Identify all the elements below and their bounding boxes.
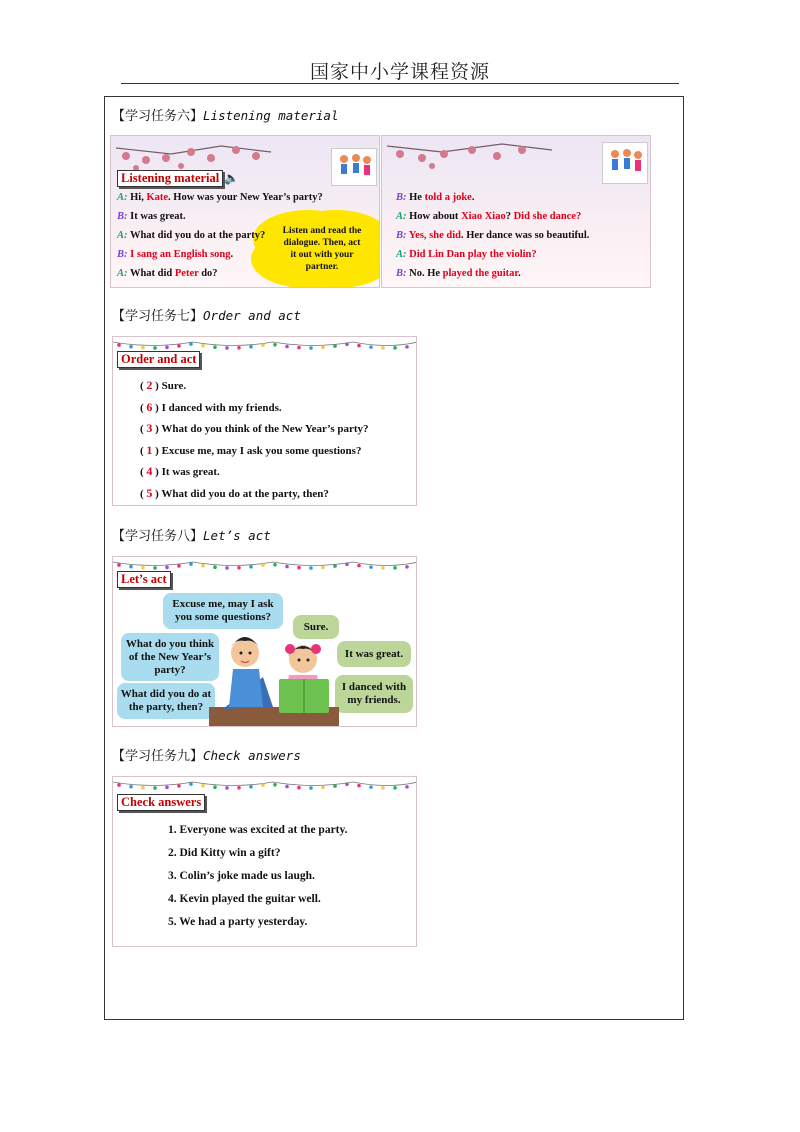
dialogue-text: What did [129,268,175,279]
light-bulb [297,346,301,350]
light-bulb [261,343,265,347]
light-bulb [321,786,325,790]
light-bulb [273,783,277,787]
dialogue-line [396,211,581,222]
dialogue-text: . [518,268,521,279]
dialogue-line [117,192,323,203]
light-bulb [201,344,205,348]
check-answer-item: 5. We had a party yesterday. [168,916,308,928]
light-bulb [261,563,265,567]
dialogue-line [117,211,186,222]
light-bulb [369,785,373,789]
dialogue-text: played the guitar [442,268,519,279]
light-bulb [165,346,169,350]
dialogue-text: ? [505,211,514,222]
check-answer-item: 3. Colin’s joke made us laugh. [168,870,315,882]
speaker-icon[interactable]: 🔈 [224,171,239,185]
listening-slide-left [110,135,380,288]
dialogue-text: He [409,192,425,203]
light-bulb [189,562,193,566]
string-lights-decoration [113,777,417,791]
light-bulb [333,344,337,348]
bubble-what-do-you-think: What do you think of the New Year’s party? [121,633,219,681]
light-bulb [333,564,337,568]
order-and-act-tag: Order and act [117,351,200,368]
cloud-line: dialogue. Then, act [283,238,361,248]
light-bulb [165,566,169,570]
dialogue-line [396,192,474,203]
order-number: 6 [146,399,153,414]
light-bulb [357,564,361,568]
kids-picture [602,142,648,184]
light-bulb [177,344,181,348]
order-item: ( 3 ) What do you think of the New Year’s party? [140,421,369,435]
task6-subtitle: Listening material [203,108,339,123]
light-bulb [345,342,349,346]
lets-act-tag: Let’s act [117,571,171,588]
order-item: ( 1 ) Excuse me, may I ask you some questions? [140,442,362,457]
order-number: 5 [146,485,153,500]
speaker-label: B: [117,211,128,222]
light-bulb [345,782,349,786]
task9-heading [112,745,301,764]
speaker-label: A: [396,249,407,260]
light-bulb [189,782,193,786]
light-bulb [237,566,241,570]
light-bulb [117,563,121,567]
check-answer-item: 4. Kevin played the guitar well. [168,893,321,905]
header-rule [121,83,679,84]
light-bulb [405,345,409,349]
light-bulb [285,565,289,569]
light-bulb [177,564,181,568]
speaker-label: B: [396,230,407,241]
task8-heading [112,525,271,544]
light-bulb [141,346,145,350]
dialogue-text: told a joke [424,192,472,203]
light-bulb [201,784,205,788]
light-bulb [357,784,361,788]
light-bulb [249,785,253,789]
order-text: It was great. [161,466,220,478]
light-bulb [309,346,313,350]
light-bulb [213,785,217,789]
string-lights-decoration [113,557,417,571]
light-bulb [213,345,217,349]
light-bulb [405,565,409,569]
light-bulb [297,566,301,570]
dialogue-line [396,268,521,279]
dialogue-text: Hi, [130,192,147,203]
order-number: 1 [146,442,153,457]
light-bulb [321,566,325,570]
dialogue-line [117,268,218,279]
bubble-sure: Sure. [293,615,339,639]
light-bulb [249,345,253,349]
light-bulb [381,346,385,350]
light-bulb [345,562,349,566]
order-text: Sure. [161,380,187,392]
order-item: ( 4 ) It was great. [140,464,220,478]
bubble-i-danced: I danced with my friends. [335,675,413,713]
dialogue-text: Yes, she did [408,230,461,241]
dialogue-text: It was great. [130,211,186,222]
speaker-label: B: [396,268,407,279]
page-header-title: 国家中小学课程资源 [309,61,490,83]
order-item: ( 5 ) What did you do at the party, then? [140,485,329,500]
dialogue-text: do? [198,268,218,279]
speaker-label: A: [117,230,128,241]
order-text: I danced with my friends. [161,401,282,414]
dialogue-text: What did you do at the party? [129,230,266,241]
kids-picture [331,148,377,186]
check-answer-item: 2. Did Kitty win a gift? [168,847,281,859]
dialogue-text: . Her dance was so beautiful. [460,230,590,241]
light-bulb [285,345,289,349]
light-bulb [153,566,157,570]
dialogue-line [396,230,589,241]
light-bulb [153,346,157,350]
task7-label: 【学习任务七】 [112,309,204,324]
dialogue-text: . [471,192,475,203]
light-bulb [129,345,133,349]
task7-subtitle: Order and act [203,308,301,323]
dialogue-text: Peter [174,268,199,279]
light-bulb [309,786,313,790]
speaker-label: B: [117,249,128,260]
task8-label: 【学习任务八】 [112,529,204,544]
speaker-label: A: [117,268,128,279]
light-bulb [333,784,337,788]
speaker-label: A: [396,211,407,222]
light-bulb [237,346,241,350]
task9-subtitle: Check answers [203,748,301,763]
light-bulb [117,343,121,347]
light-bulb [273,563,277,567]
check-answer-item: 1. Everyone was excited at the party. [168,824,348,836]
light-bulb [393,786,397,790]
dialogue-line [117,249,233,260]
task6-label: 【学习任务六】 [112,109,204,124]
listening-slide-right [381,135,651,288]
light-bulb [117,783,121,787]
dialogue-line [117,230,265,241]
light-bulb [189,342,193,346]
light-bulb [321,346,325,350]
bubble-what-did-you-do: What did you do at the party, then? [117,683,215,719]
light-bulb [381,786,385,790]
light-bulb [405,785,409,789]
light-bulb [381,566,385,570]
bubble-excuse-me: Excuse me, may I ask you some questions? [163,593,283,629]
order-text: What do you think of the New Year’s party? [161,423,369,435]
light-bulb [129,785,133,789]
light-bulb [225,566,229,570]
cloud-line: Listen and read the [282,226,362,236]
light-bulb [249,565,253,569]
order-text: Excuse me, may I ask you some questions? [161,444,362,457]
order-item: ( 2 ) Sure. [140,378,187,392]
light-bulb [285,785,289,789]
dialogue-text: Did she dance? [513,211,582,222]
listening-material-tag: Listening material [117,170,223,187]
light-bulb [141,786,145,790]
light-bulb [273,343,277,347]
dialogue-text: How about [409,211,462,222]
light-bulb [393,566,397,570]
light-bulb [129,565,133,569]
task7-heading [112,305,301,324]
dialogue-line [396,249,537,260]
light-bulb [153,786,157,790]
light-bulb [201,564,205,568]
light-bulb [141,566,145,570]
check-answers-tag: Check answers [117,794,205,811]
light-bulb [369,565,373,569]
task6-heading [112,105,338,124]
light-bulb [261,783,265,787]
speaker-label: A: [117,192,128,203]
light-bulb [393,346,397,350]
dialogue-text: Did Lin Dan play the violin? [409,249,537,260]
light-bulb [357,344,361,348]
dialogue-text: . [230,249,234,260]
dialogue-text: . How was your New Year’s party? [168,192,323,203]
light-bulb [369,345,373,349]
cloud-line: it out with your [290,250,354,260]
light-bulb [177,784,181,788]
order-text: What did you do at the party, then? [161,487,329,500]
task8-subtitle: Let’s act [203,528,271,543]
dialogue-text: Xiao Xiao [461,211,506,222]
dialogue-text: Kate [146,192,169,203]
light-bulb [309,566,313,570]
bubble-it-was-great: It was great. [337,641,411,667]
light-bulb [213,565,217,569]
light-bulb [225,346,229,350]
dialogue-text: I sang an English song [130,249,231,260]
instruction-cloud [263,216,380,282]
light-bulb [297,786,301,790]
lets-act-slide [112,556,417,727]
order-item: ( 6 ) I danced with my friends. [140,399,282,414]
order-number: 4 [146,464,153,478]
light-bulb [237,786,241,790]
cloud-line: partner. [305,262,339,272]
string-lights-decoration [113,337,417,351]
light-bulb [165,786,169,790]
order-number: 2 [146,378,153,392]
light-bulb [225,786,229,790]
task9-label: 【学习任务九】 [112,749,204,764]
order-number: 3 [146,421,153,435]
dialogue-text: No. He [409,268,443,279]
speaker-label: B: [396,192,407,203]
